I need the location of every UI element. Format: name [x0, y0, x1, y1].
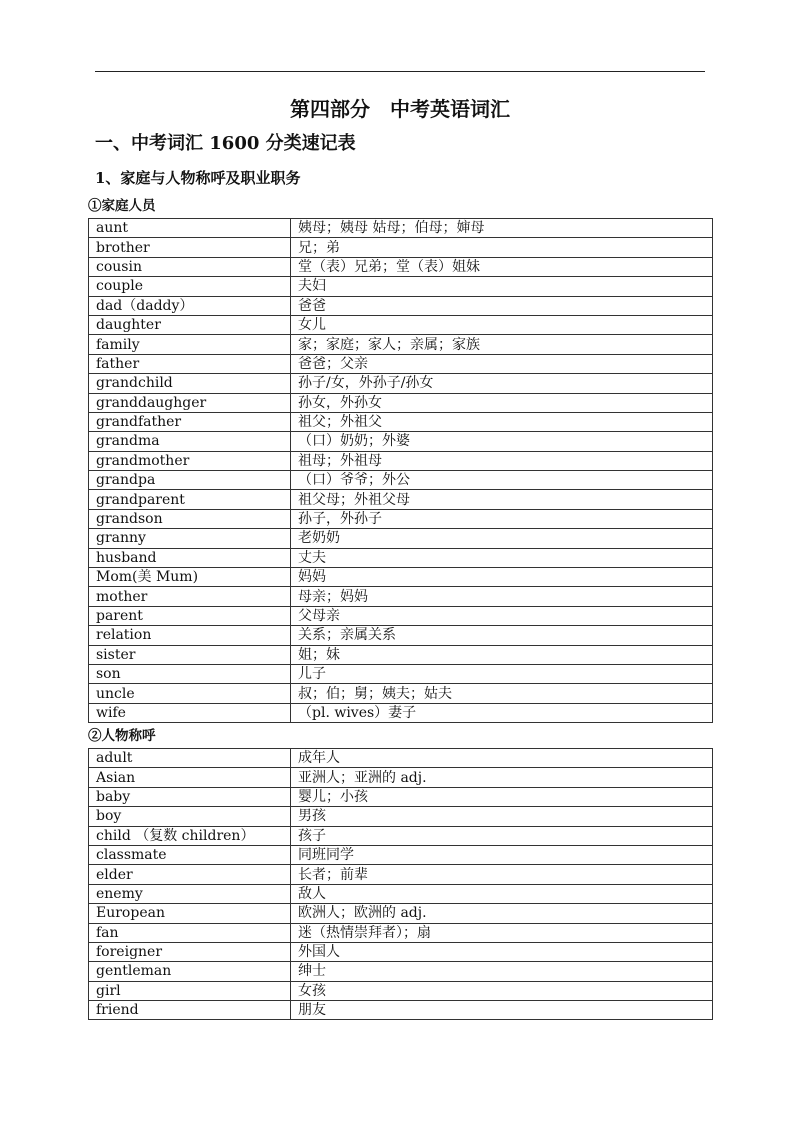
table-row — [89, 451, 713, 470]
table-row — [89, 238, 713, 257]
table-row — [89, 393, 713, 412]
chinese-meaning-cell: 男孩 — [291, 807, 713, 826]
english-word-cell: grandfather — [89, 412, 291, 431]
chinese-meaning-cell: 孙子，外孙子 — [291, 509, 713, 528]
english-word-cell: enemy — [89, 884, 291, 903]
chinese-meaning-cell: 孙子/女，外孙子/孙女 — [291, 374, 713, 393]
english-word-cell: Asian — [89, 768, 291, 787]
table-row — [89, 923, 713, 942]
english-word-cell: boy — [89, 807, 291, 826]
chinese-meaning-cell: 叔；伯；舅；姨夫；姑夫 — [291, 684, 713, 703]
chinese-meaning-cell: 祖父；外祖父 — [291, 412, 713, 431]
english-word-cell: elder — [89, 865, 291, 884]
chinese-meaning-cell: 长者；前辈 — [291, 865, 713, 884]
table-row — [89, 548, 713, 567]
table-row — [89, 626, 713, 645]
english-word-cell: brother — [89, 238, 291, 257]
vocab-table-family-members — [88, 218, 713, 723]
english-word-cell: friend — [89, 1001, 291, 1020]
chinese-meaning-cell: （口）爷爷；外公 — [291, 471, 713, 490]
chinese-meaning-cell: 欧洲人；欧洲的 adj. — [291, 904, 713, 923]
table-row — [89, 277, 713, 296]
chinese-meaning-cell: 母亲；妈妈 — [291, 587, 713, 606]
table-row — [89, 807, 713, 826]
table-row — [89, 768, 713, 787]
english-word-cell: father — [89, 354, 291, 373]
chinese-meaning-cell: 孩子 — [291, 826, 713, 845]
chinese-meaning-cell: 关系；亲属关系 — [291, 626, 713, 645]
table-row — [89, 257, 713, 276]
table-row — [89, 703, 713, 722]
header-rule — [95, 71, 705, 72]
english-word-cell: European — [89, 904, 291, 923]
chinese-meaning-cell: 丈夫 — [291, 548, 713, 567]
english-word-cell: aunt — [89, 219, 291, 238]
english-word-cell: Mom(美 Mum) — [89, 568, 291, 587]
table-row — [89, 845, 713, 864]
table-row — [89, 335, 713, 354]
chinese-meaning-cell: 成年人 — [291, 749, 713, 768]
english-word-cell: dad（daddy） — [89, 296, 291, 315]
english-word-cell: child （复数 children） — [89, 826, 291, 845]
chinese-meaning-cell: 朋友 — [291, 1001, 713, 1020]
chinese-meaning-cell: 婴儿；小孩 — [291, 787, 713, 806]
table-row — [89, 471, 713, 490]
table-row — [89, 490, 713, 509]
table-row — [89, 354, 713, 373]
english-word-cell: fan — [89, 923, 291, 942]
english-word-cell: grandpa — [89, 471, 291, 490]
subsection-title: 1、家庭与人物称呼及职业职务 — [95, 169, 301, 187]
table-row — [89, 587, 713, 606]
table-row — [89, 1001, 713, 1020]
chinese-meaning-cell: （口）奶奶；外婆 — [291, 432, 713, 451]
chinese-meaning-cell: 夫妇 — [291, 277, 713, 296]
table-row — [89, 962, 713, 981]
chinese-meaning-cell: 迷（热情崇拜者）；扇 — [291, 923, 713, 942]
table-row — [89, 296, 713, 315]
chinese-meaning-cell: 妈妈 — [291, 568, 713, 587]
chinese-meaning-cell: 祖母；外祖母 — [291, 451, 713, 470]
chinese-meaning-cell: 女儿 — [291, 315, 713, 334]
chinese-meaning-cell: 姐；妹 — [291, 645, 713, 664]
english-word-cell: relation — [89, 626, 291, 645]
chinese-meaning-cell: 绅士 — [291, 962, 713, 981]
group-title-family-members: ①家庭人员 — [88, 198, 156, 214]
chinese-meaning-cell: 爸爸；父亲 — [291, 354, 713, 373]
table-row — [89, 529, 713, 548]
english-word-cell: sister — [89, 645, 291, 664]
chinese-meaning-cell: 亚洲人；亚洲的 adj. — [291, 768, 713, 787]
chinese-meaning-cell: 爸爸 — [291, 296, 713, 315]
table-row — [89, 412, 713, 431]
chinese-meaning-cell: （pl. wives）妻子 — [291, 703, 713, 722]
vocab-table-person-addressing — [88, 748, 713, 1020]
chinese-meaning-cell: 父母亲 — [291, 606, 713, 625]
table-row — [89, 787, 713, 806]
chinese-meaning-cell: 女孩 — [291, 981, 713, 1000]
english-word-cell: parent — [89, 606, 291, 625]
table-row — [89, 865, 713, 884]
english-word-cell: girl — [89, 981, 291, 1000]
chinese-meaning-cell: 老奶奶 — [291, 529, 713, 548]
table-row — [89, 749, 713, 768]
chinese-meaning-cell: 孙女，外孙女 — [291, 393, 713, 412]
chinese-meaning-cell: 外国人 — [291, 942, 713, 961]
table-row — [89, 315, 713, 334]
english-word-cell: wife — [89, 703, 291, 722]
table-row — [89, 509, 713, 528]
english-word-cell: grandparent — [89, 490, 291, 509]
english-word-cell: adult — [89, 749, 291, 768]
table-row — [89, 606, 713, 625]
english-word-cell: grandmother — [89, 451, 291, 470]
english-word-cell: family — [89, 335, 291, 354]
table-row — [89, 664, 713, 683]
table-row — [89, 826, 713, 845]
table-row — [89, 568, 713, 587]
table-row — [89, 219, 713, 238]
english-word-cell: grandchild — [89, 374, 291, 393]
table-row — [89, 432, 713, 451]
chinese-meaning-cell: 敌人 — [291, 884, 713, 903]
table-row — [89, 884, 713, 903]
chinese-meaning-cell: 同班同学 — [291, 845, 713, 864]
table-row — [89, 942, 713, 961]
english-word-cell: son — [89, 664, 291, 683]
group-title-person-addressing: ②人物称呼 — [88, 728, 156, 744]
chinese-meaning-cell: 祖父母；外祖父母 — [291, 490, 713, 509]
english-word-cell: mother — [89, 587, 291, 606]
english-word-cell: baby — [89, 787, 291, 806]
english-word-cell: husband — [89, 548, 291, 567]
english-word-cell: grandma — [89, 432, 291, 451]
chinese-meaning-cell: 堂（表）兄弟；堂（表）姐妹 — [291, 257, 713, 276]
table-row — [89, 645, 713, 664]
section-title: 一、中考词汇 1600 分类速记表 — [95, 133, 356, 154]
english-word-cell: classmate — [89, 845, 291, 864]
chinese-meaning-cell: 儿子 — [291, 664, 713, 683]
english-word-cell: grandson — [89, 509, 291, 528]
chinese-meaning-cell: 兄；弟 — [291, 238, 713, 257]
english-word-cell: foreigner — [89, 942, 291, 961]
page-title: 第四部分 中考英语词汇 — [290, 97, 510, 121]
table-row — [89, 981, 713, 1000]
table-row — [89, 374, 713, 393]
table-row — [89, 904, 713, 923]
chinese-meaning-cell: 姨母；姨母 姑母；伯母；婶母 — [291, 219, 713, 238]
english-word-cell: daughter — [89, 315, 291, 334]
english-word-cell: couple — [89, 277, 291, 296]
table-row — [89, 684, 713, 703]
english-word-cell: gentleman — [89, 962, 291, 981]
english-word-cell: uncle — [89, 684, 291, 703]
english-word-cell: granny — [89, 529, 291, 548]
english-word-cell: granddaughger — [89, 393, 291, 412]
english-word-cell: cousin — [89, 257, 291, 276]
chinese-meaning-cell: 家；家庭；家人；亲属；家族 — [291, 335, 713, 354]
